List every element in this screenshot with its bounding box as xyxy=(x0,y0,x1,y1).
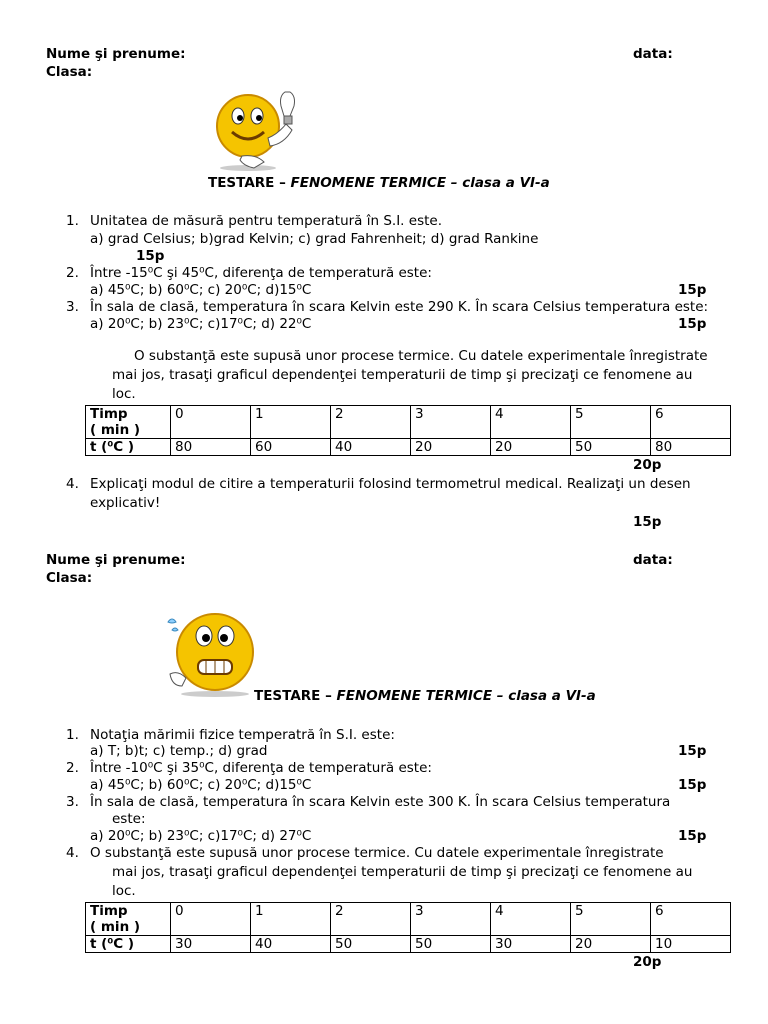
test-title-italic: FENOMENE TERMICE – clasa a VI-a xyxy=(290,175,550,191)
test-title-2 xyxy=(254,688,596,705)
para-line-1: O substanţă este supusă unor procese termice. Cu datele experimentale înregistrate xyxy=(134,348,708,364)
table-row xyxy=(86,439,731,456)
temperature-table-1 xyxy=(85,405,731,456)
table-header-temp: t (⁰C ) xyxy=(86,439,171,456)
table-cell: 4 xyxy=(491,903,571,936)
table-cell: 2 xyxy=(331,903,411,936)
table-cell: 6 xyxy=(651,903,731,936)
test-title-italic: FENOMENE TERMICE – clasa a VI-a xyxy=(336,688,596,704)
table-cell: 4 xyxy=(491,406,571,439)
q1-points: 15p xyxy=(678,743,707,759)
q1-options: a) T; b)t; c) temp.; d) grad xyxy=(90,743,268,759)
q3-number: 3. xyxy=(66,299,79,315)
table-header-time: Timp ( min ) xyxy=(86,406,171,439)
table-cell: 5 xyxy=(571,406,651,439)
q2-points: 15p xyxy=(678,777,707,793)
table-cell: 50 xyxy=(331,936,411,953)
temperature-table-2 xyxy=(85,902,731,953)
table-cell: 20 xyxy=(411,439,491,456)
table-cell: 30 xyxy=(491,936,571,953)
table-row xyxy=(86,903,731,936)
q4-line-2: explicativ! xyxy=(90,495,161,511)
table-cell: 2 xyxy=(331,406,411,439)
test-title-prefix: TESTARE – xyxy=(208,175,291,191)
test-title-1 xyxy=(208,175,550,192)
table-cell: 30 xyxy=(171,936,251,953)
table-cell: 50 xyxy=(411,936,491,953)
q1-number: 1. xyxy=(66,727,79,743)
q2-options: a) 45⁰C; b) 60⁰C; c) 20⁰C; d)15⁰C xyxy=(90,777,312,793)
para-line-2: mai jos, trasaţi graficul dependenţei temperaturii de timp şi precizaţi ce fenomene au xyxy=(112,367,693,383)
q4-number: 4. xyxy=(66,476,79,492)
q2-number: 2. xyxy=(66,760,79,776)
q4-line-1: Explicaţi modul de citire a temperaturii folosind termometrul medical. Realizaţi un desen xyxy=(90,476,691,492)
q3-options: a) 20⁰C; b) 23⁰C; c)17⁰C; d) 27⁰C xyxy=(90,828,312,844)
class-label-2: Clasa: xyxy=(46,570,93,586)
q1-options: a) grad Celsius; b)grad Kelvin; c) grad Fahrenheit; d) grad Rankine xyxy=(90,231,539,247)
name-label-1: Nume şi prenume: xyxy=(46,46,186,62)
table-cell: 6 xyxy=(651,406,731,439)
q4-number: 4. xyxy=(66,845,79,861)
table-cell: 1 xyxy=(251,406,331,439)
date-label-1: data: xyxy=(633,46,673,62)
table-cell: 3 xyxy=(411,406,491,439)
table-row xyxy=(86,406,731,439)
table-cell: 3 xyxy=(411,903,491,936)
q1-number: 1. xyxy=(66,213,79,229)
q3-number: 3. xyxy=(66,794,79,810)
scared-smiley-icon xyxy=(160,604,260,700)
q2-text: Între -15⁰C şi 45⁰C, diferenţa de temperatură este: xyxy=(90,265,432,281)
table-cell: 80 xyxy=(651,439,731,456)
q3-line-2: este: xyxy=(112,811,146,827)
q1-points: 15p xyxy=(136,248,165,264)
q4-line-2: mai jos, trasaţi graficul dependenţei temperaturii de timp şi precizaţi ce fenomene au xyxy=(112,864,693,880)
q2-text: Între -10⁰C şi 35⁰C, diferenţa de temperatură este: xyxy=(90,760,432,776)
q2-points: 15p xyxy=(678,282,707,298)
table-cell: 5 xyxy=(571,903,651,936)
table-header-time: Timp ( min ) xyxy=(86,903,171,936)
table-cell: 0 xyxy=(171,406,251,439)
table-cell: 50 xyxy=(571,439,651,456)
table-cell: 80 xyxy=(171,439,251,456)
q2-options: a) 45⁰C; b) 60⁰C; c) 20⁰C; d)15⁰C xyxy=(90,282,312,298)
table-cell: 40 xyxy=(331,439,411,456)
q3-options: a) 20⁰C; b) 23⁰C; c)17⁰C; d) 22⁰C xyxy=(90,316,312,332)
table-points-2: 20p xyxy=(633,954,662,970)
table-cell: 10 xyxy=(651,936,731,953)
table-cell: 20 xyxy=(571,936,651,953)
class-label-1: Clasa: xyxy=(46,64,93,80)
q3-text: În sala de clasă, temperatura în scara Kelvin este 290 K. În scara Celsius temperatura este: xyxy=(90,299,709,315)
q3-points: 15p xyxy=(678,316,707,332)
name-label-2: Nume şi prenume: xyxy=(46,552,186,568)
q1-text: Notaţia mărimii fizice temperatră în S.I. este: xyxy=(90,727,395,743)
happy-smiley-icon xyxy=(212,86,308,172)
q3-line-1: În sala de clasă, temperatura în scara Kelvin este 300 K. În scara Celsius temperatura xyxy=(90,794,671,810)
table-cell: 0 xyxy=(171,903,251,936)
table-row xyxy=(86,936,731,953)
table-cell: 40 xyxy=(251,936,331,953)
q4-points: 15p xyxy=(633,514,662,530)
para-line-3: loc. xyxy=(112,386,136,402)
test-title-prefix: TESTARE – xyxy=(254,688,337,704)
date-label-2: data: xyxy=(633,552,673,568)
q2-number: 2. xyxy=(66,265,79,281)
table-points-1: 20p xyxy=(633,457,662,473)
q3-points: 15p xyxy=(678,828,707,844)
q4-line-1: O substanţă este supusă unor procese termice. Cu datele experimentale înregistrate xyxy=(90,845,664,861)
q4-line-3: loc. xyxy=(112,883,136,899)
table-cell: 1 xyxy=(251,903,331,936)
table-cell: 60 xyxy=(251,439,331,456)
table-cell: 20 xyxy=(491,439,571,456)
q1-text: Unitatea de măsură pentru temperatură în S.I. este. xyxy=(90,213,442,229)
table-header-temp: t (⁰C ) xyxy=(86,936,171,953)
